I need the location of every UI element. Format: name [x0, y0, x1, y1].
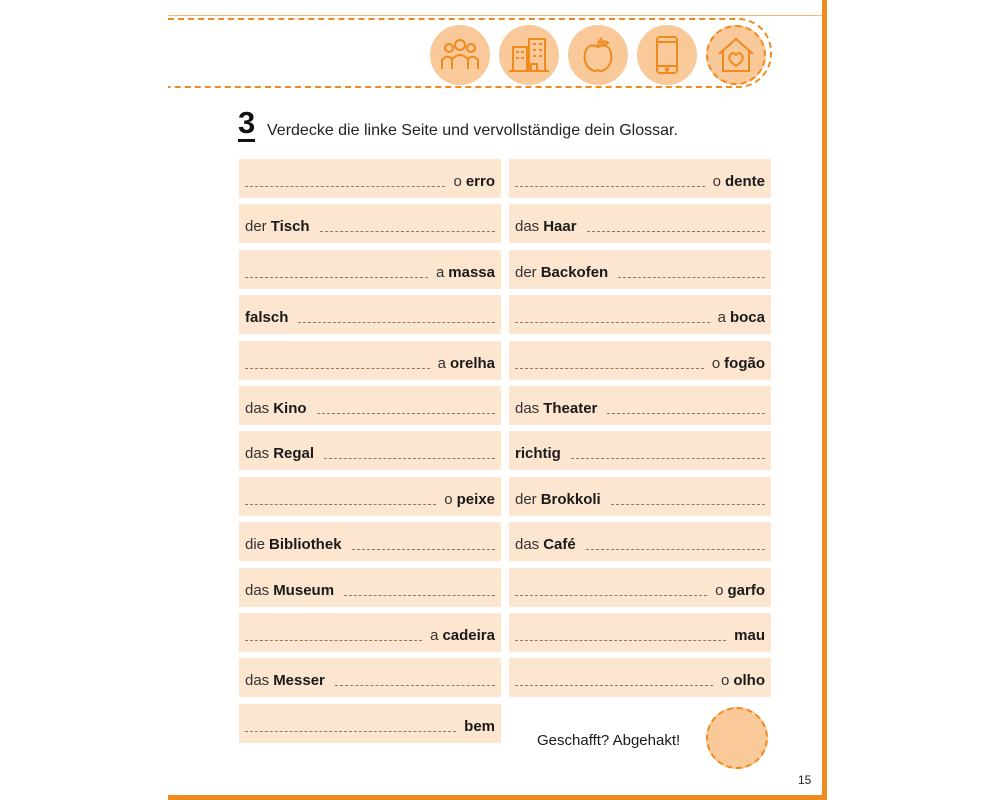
term-word: erro: [465, 173, 495, 190]
glossary-row: [239, 341, 501, 380]
glossary-term: [734, 627, 765, 644]
glossary-term: [515, 400, 597, 417]
term-word: orelha: [449, 354, 495, 372]
term-word: Bibliothek: [269, 536, 342, 554]
term-article: das: [245, 581, 270, 599]
glossary-term: [436, 264, 495, 281]
term-article: das: [245, 672, 270, 690]
term-word: richtig: [515, 445, 561, 463]
house-heart-icon: [706, 25, 766, 85]
glossary-row: [509, 341, 771, 380]
answer-blank[interactable]: [245, 358, 430, 369]
term-word: Backofen: [540, 263, 609, 281]
glossary-row: [509, 568, 771, 607]
glossary-term: [245, 582, 334, 599]
top-rule: [168, 15, 822, 16]
glossary-term: [515, 491, 601, 508]
term-word: massa: [448, 263, 495, 281]
term-word: Café: [543, 536, 576, 554]
answer-blank[interactable]: [245, 267, 428, 278]
term-word: Tisch: [270, 218, 310, 236]
answer-blank[interactable]: [515, 675, 713, 686]
term-word: falsch: [245, 309, 289, 327]
term-article: a: [437, 354, 446, 372]
term-article: o: [712, 173, 721, 190]
answer-blank[interactable]: [611, 494, 765, 505]
term-article: der: [515, 490, 537, 508]
glossary-term: [245, 400, 307, 417]
term-article: o: [715, 581, 724, 599]
glossary-row: [239, 386, 501, 425]
task-number: 3: [238, 105, 256, 140]
glossary-row: [239, 250, 501, 289]
glossary-term: [713, 173, 765, 190]
glossary-row: [509, 522, 771, 561]
answer-blank[interactable]: [245, 630, 422, 641]
glossary-row: [509, 295, 771, 334]
glossary-term: [515, 218, 577, 235]
smartphone-icon: [637, 25, 697, 85]
term-article: a: [717, 309, 726, 327]
term-article: o: [453, 173, 462, 190]
glossary-term: [438, 355, 495, 372]
glossary-row: [509, 250, 771, 289]
term-word: Haar: [543, 218, 577, 236]
term-article: o: [444, 490, 453, 508]
answer-blank[interactable]: [324, 448, 495, 459]
term-word: bem: [464, 717, 495, 735]
glossary-term: [515, 536, 576, 553]
glossary-row: [509, 204, 771, 243]
term-article: das: [515, 218, 540, 236]
term-word: Regal: [273, 445, 315, 463]
buildings-icon: [499, 25, 559, 85]
answer-blank[interactable]: [245, 721, 456, 732]
answer-blank[interactable]: [344, 585, 495, 596]
answer-blank[interactable]: [571, 448, 765, 459]
term-word: peixe: [456, 490, 495, 508]
glossary-row: [239, 522, 501, 561]
glossary-row: [239, 431, 501, 470]
answer-blank[interactable]: [618, 267, 765, 278]
term-article: die: [245, 536, 266, 554]
glossary-row: [239, 159, 501, 198]
term-article: o: [721, 672, 730, 690]
term-word: fogão: [724, 354, 765, 372]
term-word: Kino: [273, 400, 307, 417]
answer-blank[interactable]: [245, 494, 436, 505]
term-article: o: [711, 354, 721, 372]
answer-blank[interactable]: [515, 585, 707, 596]
answer-blank[interactable]: [515, 358, 704, 369]
glossary-term: [430, 627, 495, 644]
term-word: mau: [734, 627, 765, 644]
glossary-term: [453, 173, 495, 190]
answer-blank[interactable]: [298, 312, 495, 323]
glossary-term: [718, 309, 765, 326]
glossary-row: [509, 159, 771, 198]
glossary-row: [239, 295, 501, 334]
glossary-term: [715, 582, 765, 599]
term-article: der: [515, 263, 537, 281]
glossary-term: [515, 264, 608, 281]
answer-blank[interactable]: [607, 403, 765, 414]
answer-blank[interactable]: [245, 176, 445, 187]
term-word: garfo: [727, 581, 765, 599]
answer-blank[interactable]: [335, 675, 495, 686]
answer-blank[interactable]: [515, 630, 726, 641]
glossary-term: [245, 445, 314, 462]
answer-blank[interactable]: [352, 539, 495, 550]
term-word: Theater: [543, 400, 598, 417]
glossary-term: [245, 536, 342, 553]
term-word: dente: [724, 173, 765, 190]
glossary-term: [245, 309, 288, 326]
glossary-row: [239, 658, 501, 697]
glossary-term: [464, 718, 495, 735]
term-word: olho: [733, 672, 765, 690]
term-article: das: [515, 536, 540, 554]
term-word: cadeira: [442, 627, 495, 644]
glossary-row: [239, 477, 501, 516]
answer-blank[interactable]: [515, 176, 705, 187]
term-article: das: [515, 400, 540, 417]
glossary-row: [239, 613, 501, 652]
answer-blank[interactable]: [587, 221, 765, 232]
glossary-term: [515, 445, 561, 462]
answer-blank[interactable]: [317, 403, 495, 414]
done-label: Geschafft? Abgehakt!: [537, 732, 681, 749]
term-article: der: [245, 218, 267, 236]
page-edge-right: [822, 0, 827, 800]
term-word: boca: [729, 309, 765, 327]
page-edge-bottom: [168, 795, 827, 800]
apple-icon: [568, 25, 628, 85]
term-word: Messer: [273, 672, 325, 690]
answer-blank[interactable]: [320, 221, 495, 232]
glossary-row: [509, 613, 771, 652]
glossary-row: [509, 431, 771, 470]
glossary-row: [239, 704, 501, 743]
answer-blank[interactable]: [515, 312, 710, 323]
term-article: a: [435, 263, 445, 281]
term-article: das: [245, 400, 270, 417]
term-article: das: [245, 445, 270, 463]
glossary-term: [245, 218, 310, 235]
glossary-row: [509, 386, 771, 425]
glossary-term: [712, 355, 765, 372]
glossary-term: [721, 672, 765, 689]
done-checkbox[interactable]: [706, 707, 768, 769]
page-number: 15: [798, 773, 812, 787]
glossary-term: [444, 491, 495, 508]
term-article: a: [430, 627, 439, 644]
glossary-row: [509, 658, 771, 697]
glossary-row: [509, 477, 771, 516]
term-word: Brokkoli: [540, 490, 601, 508]
glossary-row: [239, 204, 501, 243]
glossary-term: [245, 672, 325, 689]
task-instruction: Verdecke die linke Seite und vervollständige dein Glossar.: [267, 122, 678, 139]
people-icon: [430, 25, 490, 85]
answer-blank[interactable]: [586, 539, 765, 550]
term-word: Museum: [273, 581, 335, 599]
glossary-row: [239, 568, 501, 607]
